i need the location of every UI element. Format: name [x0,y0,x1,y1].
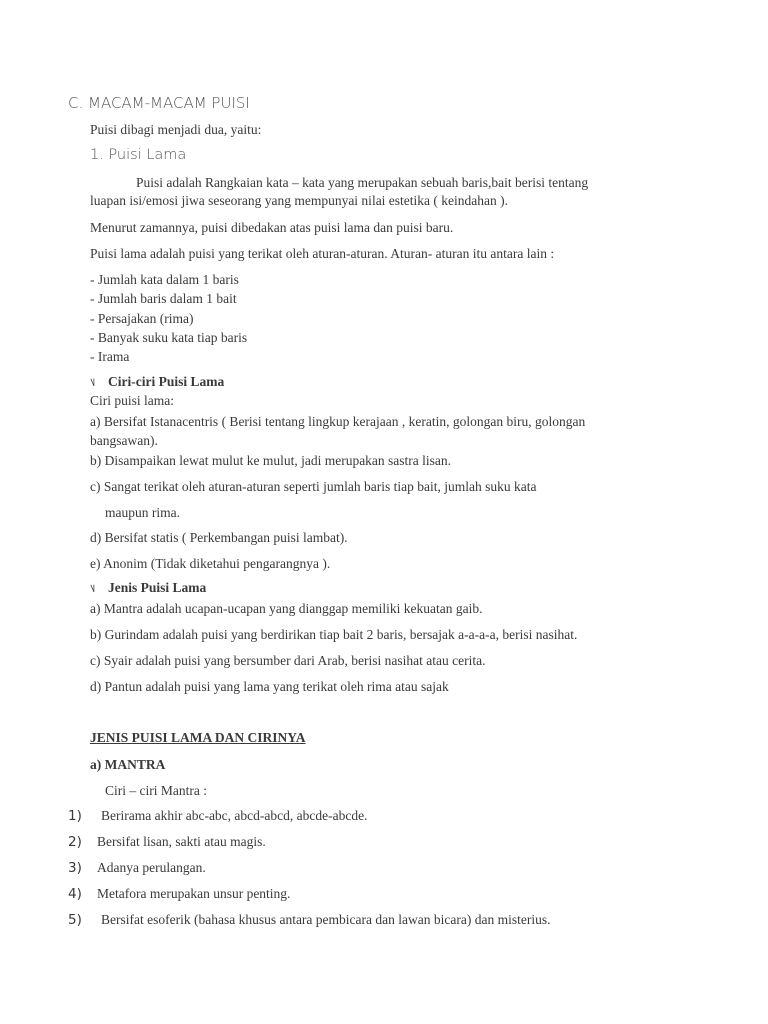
ciri-item-a-cont: bangsawan). [90,433,158,448]
bullet-mark-icon: ˥˩ [90,376,96,389]
paragraph-zaman: Menurut zamannya, puisi dibedakan atas puisi lama dan puisi baru. [90,220,454,235]
jenis-item: c) Syair adalah puisi yang bersumber dari Arab, berisi nasihat atau cerita. [90,653,486,668]
paragraph-aturan: Puisi lama adalah puisi yang terikat oleh aturan-aturan. Aturan- aturan itu antara lain : [90,246,555,261]
list-number: 3) [68,860,82,876]
list-number: 4) [68,886,82,902]
ciri-heading [90,374,224,391]
ciri-item-e: e) Anonim (Tidak diketahui pengarangnya ). [90,556,331,571]
ciri-item-d: d) Bersifat statis ( Perkembangan puisi lambat). [90,530,348,545]
rule-item: - Jumlah baris dalam 1 bait [90,291,237,306]
rule-item: - Persajakan (rima) [90,311,194,326]
list-item: Berirama akhir abc-abc, abcd-abcd, abcde-abcde. [101,808,368,823]
list-number: 5) [68,912,82,928]
ciri-item-b: b) Disampaikan lewat mulut ke mulut, jadi merupakan sastra lisan. [90,453,452,468]
ciri-item-a: a) Bersifat Istanacentris ( Berisi tentang lingkup kerajaan , keratin, golongan biru, golongan [90,414,586,429]
ciri-item-c: c) Sangat terikat oleh aturan-aturan seperti jumlah baris tiap bait, jumlah suku kata [90,479,537,494]
ciri-item-c-cont: maupun rima. [105,505,180,520]
intro-text: Puisi dibagi menjadi dua, yaitu: [90,122,262,137]
jenis-item: a) Mantra adalah ucapan-ucapan yang dianggap memiliki kekuatan gaib. [90,601,483,616]
list-item: Metafora merupakan unsur penting. [97,886,291,901]
definition-line-2: luapan isi/emosi jiwa seseorang yang mempunyai nilai estetika ( keindahan ). [90,193,509,208]
list-item: Bersifat esoferik (bahasa khusus antara pembicara dan lawan bicara) dan misterius. [101,912,551,927]
jenis-item: b) Gurindam adalah puisi yang berdirikan tiap bait 2 baris, bersajak a-a-a-a, berisi nasihat. [90,627,578,642]
mantra-intro: Ciri – ciri Mantra : [105,783,207,798]
jenis-item: d) Pantun adalah puisi yang lama yang terikat oleh rima atau sajak [90,679,449,694]
ciri-heading-label: Ciri-ciri Puisi Lama [108,374,225,389]
list-number: 1) [68,808,82,824]
list-number: 2) [68,834,82,850]
rule-item: - Jumlah kata dalam 1 baris [90,272,239,287]
list-item: Bersifat lisan, sakti atau magis. [97,834,266,849]
rule-item: - Irama [90,349,130,364]
subheading-puisi-lama: 1. Puisi Lama [90,147,187,163]
jenis-heading [90,580,206,597]
big-heading: JENIS PUISI LAMA DAN CIRINYA [90,730,306,745]
section-title: C. MACAM-MACAM PUISI [68,94,250,112]
definition-line-1: Puisi adalah Rangkaian kata – kata yang merupakan sebuah baris,bait berisi tentang [136,175,589,190]
jenis-heading-label: Jenis Puisi Lama [108,580,207,595]
mantra-heading: a) MANTRA [90,757,166,772]
rule-item: - Banyak suku kata tiap baris [90,330,248,345]
bullet-mark-icon: ˥˩ [90,582,96,595]
list-item: Adanya perulangan. [97,860,206,875]
ciri-intro: Ciri puisi lama: [90,393,174,408]
